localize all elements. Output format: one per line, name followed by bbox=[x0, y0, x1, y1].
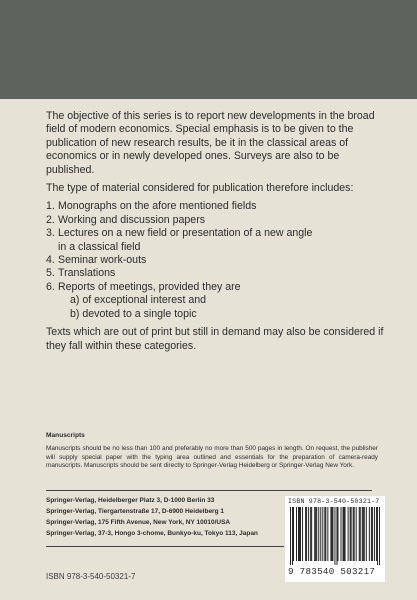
intro-paragraph: The objective of this series is to report new developments in the broad field of modern economics. Special emphasis is to be given to the publication of new research results, be it in the classical areas of economics or in newly developed ones. Surveys are also to be published. bbox=[46, 110, 375, 176]
barcode-bar bbox=[314, 507, 315, 561]
barcode-bar bbox=[359, 507, 360, 561]
list-item: 5. Translations bbox=[46, 267, 116, 280]
barcode-bar bbox=[363, 507, 364, 561]
barcode-bar bbox=[322, 507, 323, 561]
manuscripts-body: Manuscripts should be no less than 100 and preferably no more than 500 pages in length. On request, the publisher will supply special paper with the typing area outlined and essentials for the preparation of camera-ready manuscripts. Manuscripts should be sent directly to Springer-Verlag Heidelberg or Springer-Verlag New York. bbox=[46, 445, 378, 470]
barcode-bar bbox=[348, 507, 349, 561]
address-line: Springer-Verlag, 37-3, Hongo 3-chome, Bunkyo-ku, Tokyo 113, Japan bbox=[46, 530, 258, 537]
barcode-bar bbox=[290, 507, 291, 565]
series-description bbox=[46, 110, 386, 358]
barcode-bar bbox=[315, 507, 316, 561]
barcode-bar bbox=[351, 507, 352, 561]
barcode-bar bbox=[320, 507, 321, 561]
barcode-bar bbox=[377, 507, 378, 565]
barcode-bar bbox=[300, 507, 301, 561]
barcode-bar bbox=[330, 507, 331, 561]
barcode-bar bbox=[362, 507, 363, 561]
barcode-bar bbox=[345, 507, 346, 561]
barcode-bar bbox=[337, 507, 338, 565]
barcode-bar bbox=[344, 507, 345, 561]
barcode-bar bbox=[299, 507, 300, 561]
address-line: Springer-Verlag, Tiergartenstraße 17, D-6900 Heidelberg 1 bbox=[46, 508, 224, 515]
barcode-bar bbox=[376, 507, 377, 561]
list-item: 1. Monographs on the afore mentioned fields bbox=[46, 200, 257, 213]
list-item-continuation: in a classical field bbox=[58, 240, 141, 253]
barcode-bar bbox=[371, 507, 372, 561]
barcode-bar bbox=[353, 507, 354, 561]
barcode-bar bbox=[296, 507, 297, 561]
barcode-bar bbox=[366, 507, 367, 561]
publisher-addresses bbox=[46, 495, 291, 539]
address-line: Springer-Verlag, Heidelberger Platz 3, D-1000 Berlin 33 bbox=[46, 497, 215, 504]
barcode bbox=[285, 496, 385, 582]
barcode-bars bbox=[290, 507, 380, 565]
closing-paragraph: Texts which are out of print but still in demand may also be considered if they fall within these categories. bbox=[46, 326, 384, 352]
list-item: 2. Working and discussion papers bbox=[46, 213, 206, 226]
material-list bbox=[46, 200, 386, 321]
top-color-band bbox=[0, 0, 417, 99]
address-line: Springer-Verlag, 175 Fifth Avenue, New York, NY 10010/USA bbox=[46, 519, 231, 526]
material-intro: The type of material considered for publication therefore includes: bbox=[46, 182, 354, 195]
sublist-item: a) of exceptional interest and bbox=[70, 294, 207, 307]
barcode-bar bbox=[324, 507, 325, 561]
barcode-bar bbox=[325, 507, 326, 561]
barcode-bar bbox=[293, 507, 294, 561]
barcode-bar bbox=[318, 507, 319, 561]
barcode-bar bbox=[311, 507, 312, 561]
list-item: 4. Seminar work-outs bbox=[46, 254, 147, 267]
divider-bottom bbox=[46, 546, 284, 547]
barcode-isbn-label: ISBN 978-3-540-50321-7 bbox=[288, 498, 380, 505]
barcode-bar bbox=[331, 507, 332, 561]
barcode-bar bbox=[369, 507, 370, 561]
barcode-bar bbox=[341, 507, 342, 561]
barcode-bar bbox=[356, 507, 357, 561]
list-item: 3. Lectures on a new field or presentation of a new angle in a classical field bbox=[46, 227, 313, 253]
barcode-digits: 9 783540 503217 bbox=[288, 566, 376, 577]
sublist-item: b) devoted to a single topic bbox=[70, 307, 197, 320]
list-item: 6. Reports of meetings, provided they are a) of exceptional interest and b) devoted to a single topic bbox=[46, 281, 386, 321]
manuscripts-heading: Manuscripts bbox=[46, 432, 85, 439]
barcode-bar bbox=[354, 507, 355, 561]
barcode-bar bbox=[379, 507, 380, 565]
barcode-bar bbox=[364, 507, 365, 561]
barcode-bar bbox=[343, 507, 344, 561]
sublist bbox=[58, 294, 386, 321]
barcode-bar bbox=[298, 507, 299, 561]
barcode-bar bbox=[306, 507, 307, 561]
divider-top bbox=[46, 490, 372, 491]
manuscripts-section bbox=[46, 432, 378, 471]
barcode-bar bbox=[305, 507, 306, 561]
barcode-bar bbox=[372, 507, 373, 561]
barcode-bar bbox=[316, 507, 317, 561]
barcode-bar bbox=[292, 507, 293, 565]
isbn-number: ISBN 978-3-540-50321-7 bbox=[46, 572, 136, 581]
barcode-bar bbox=[374, 507, 375, 561]
barcode-bar bbox=[308, 507, 309, 561]
barcode-bar bbox=[338, 507, 339, 561]
barcode-bar bbox=[332, 507, 333, 561]
barcode-bar bbox=[360, 507, 361, 561]
barcode-bar bbox=[334, 507, 335, 565]
barcode-bar bbox=[302, 507, 303, 561]
barcode-bar bbox=[310, 507, 311, 561]
barcode-bar bbox=[327, 507, 328, 561]
barcode-bar bbox=[350, 507, 351, 561]
